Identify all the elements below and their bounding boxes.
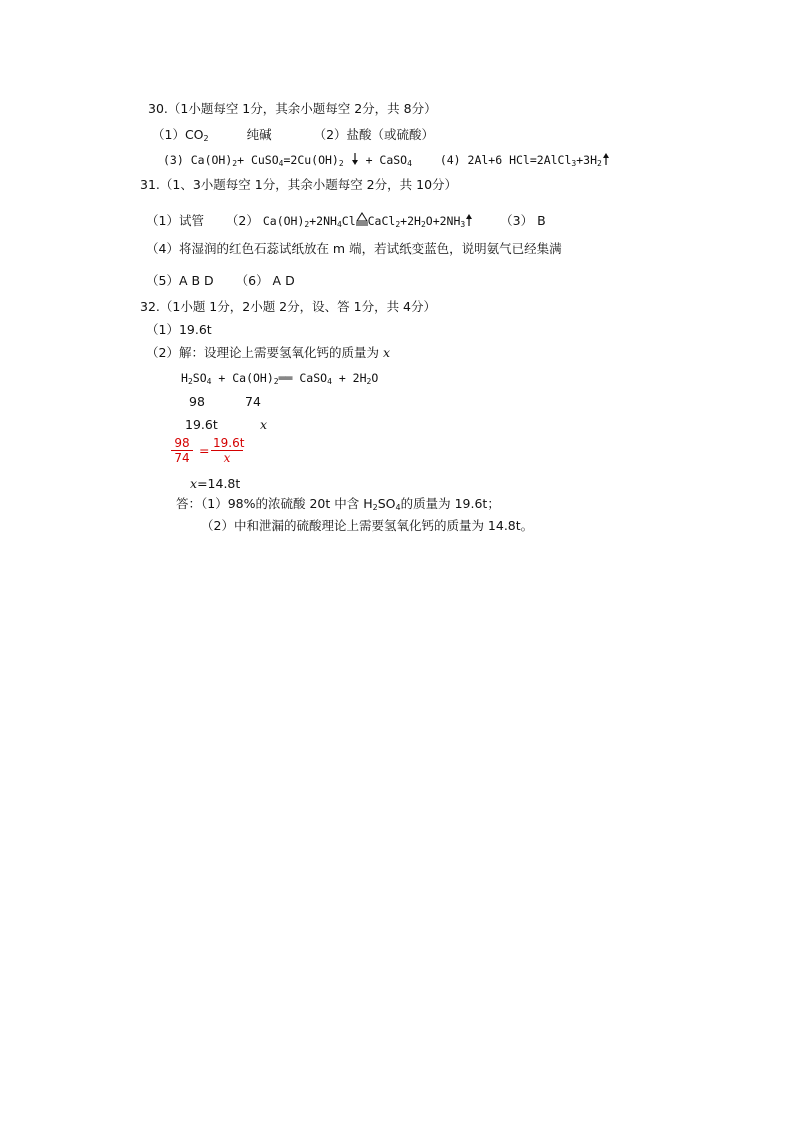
delta-icon bbox=[356, 212, 368, 226]
gas-up-arrow-icon bbox=[465, 214, 473, 226]
q32-part1: （1）19.6t bbox=[146, 322, 212, 337]
q31-part5-6: （5）A B D （6） A D bbox=[146, 273, 295, 288]
q31-header: 31.（1、3小题每空 1分，其余小题每空 2分，共 10分） bbox=[140, 177, 458, 192]
given-mass: 19.6t bbox=[185, 417, 218, 432]
result-line: x=14.8t bbox=[190, 476, 241, 491]
q31-part4: （4）将湿润的红色石蕊试纸放在 m 端，若试纸变蓝色，说明氨气已经集满 bbox=[146, 241, 562, 256]
ratio-equals: = bbox=[199, 443, 210, 458]
q32-header: 32.（1小题 1分，2小题 2分，设、答 1分，共 4分） bbox=[140, 299, 436, 314]
gas-up-arrow-icon bbox=[602, 153, 610, 165]
precipitate-down-arrow-icon bbox=[351, 153, 359, 165]
q32-part2-intro: （2）解：设理论上需要氢氧化钙的质量为 x bbox=[146, 345, 391, 360]
answer-1: 答：（1）98%的浓硫酸 20t 中含 $H_2SO_4$的质量为 19.6t； bbox=[176, 496, 500, 512]
ratio-left: 98 74 bbox=[171, 436, 193, 465]
q30-part1: $(1)CO_2$ 纯碱 （2）盐酸（或硫酸） bbox=[152, 127, 435, 143]
heat-condition-sign bbox=[356, 212, 368, 229]
q30-header: 30.（1小题每空 1分，其余小题每空 2分，共 8分） bbox=[148, 101, 437, 116]
unknown-x: x bbox=[260, 417, 268, 432]
q31-part1-3: （1）试管 （2） $Ca(OH)_2+2NH_4Cl$ $CaCl_2+2H_2O+2NH_3$ （3） B bbox=[146, 213, 546, 229]
q30-part3-4: (3) $Ca(OH)_2+$ $CuSO_4=2Cu(OH)_2$ + CaSO$_4$ (4) 2Al+6 $HCl=2AlCl_3+3H_2$ bbox=[163, 152, 610, 168]
ratio-right: 19.6t x bbox=[213, 436, 245, 465]
molar-mass-sulfuric: 98 bbox=[189, 394, 205, 409]
q32-equation: $H_2SO_4$ + $Ca(OH)_2══$ CaSO$_4$ + $2H_2O$ bbox=[181, 371, 379, 386]
answer-2: （2）中和泄漏的硫酸理论上需要氢氧化钙的质量为 14.8t。 bbox=[201, 518, 534, 533]
molar-mass-hydroxide: 74 bbox=[245, 394, 261, 409]
